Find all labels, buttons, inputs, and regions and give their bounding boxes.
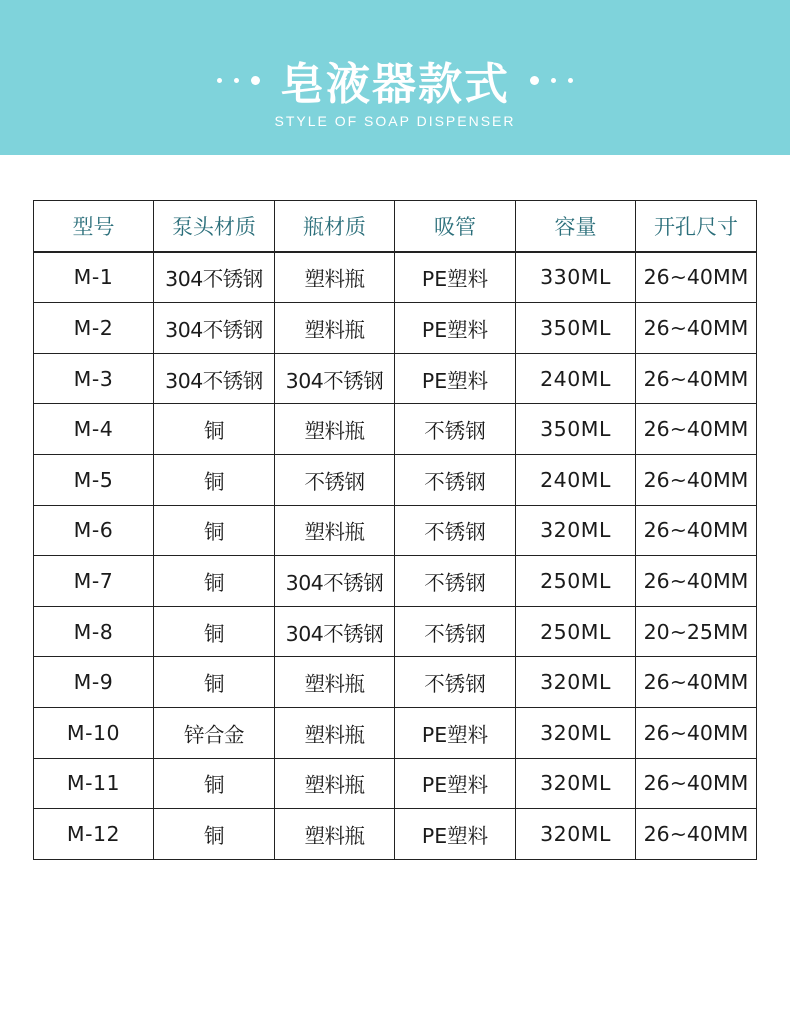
capacity-cell: 240ML	[516, 454, 636, 505]
model-cell: M-1	[34, 252, 154, 303]
bottle-material-cell: 塑料瓶	[275, 252, 395, 303]
table-row	[34, 606, 757, 657]
bottle-material-cell: 塑料瓶	[275, 404, 395, 455]
left-dots-decoration	[217, 76, 260, 85]
model-cell: M-7	[34, 556, 154, 607]
capacity-cell: 320ML	[516, 809, 636, 860]
page-title: 皂液器款式	[280, 59, 510, 110]
model-cell: M-4	[34, 404, 154, 455]
hole-size-cell: 20~25MM	[636, 606, 757, 657]
page-subtitle: STYLE OF SOAP DISPENSER	[274, 113, 516, 129]
capacity-cell: 320ML	[516, 707, 636, 758]
hole-size-cell: 26~40MM	[636, 707, 757, 758]
capacity-cell: 350ML	[516, 404, 636, 455]
bottle-material-cell: 塑料瓶	[275, 707, 395, 758]
header-banner	[0, 0, 790, 155]
tube-cell: 不锈钢	[395, 505, 516, 556]
table-row	[34, 454, 757, 505]
bottle-material-cell: 塑料瓶	[275, 657, 395, 708]
pump-material-cell: 铜	[154, 657, 275, 708]
model-cell: M-12	[34, 809, 154, 860]
model-cell: M-3	[34, 353, 154, 404]
table-row	[34, 657, 757, 708]
capacity-cell: 320ML	[516, 657, 636, 708]
hole-size-cell: 26~40MM	[636, 556, 757, 607]
tube-cell: PE塑料	[395, 353, 516, 404]
hole-size-cell: 26~40MM	[636, 505, 757, 556]
hole-size-cell: 26~40MM	[636, 353, 757, 404]
capacity-cell: 330ML	[516, 252, 636, 303]
column-header-capacity: 容量	[516, 201, 636, 252]
pump-material-cell: 铜	[154, 758, 275, 809]
pump-material-cell: 304不锈钢	[154, 303, 275, 354]
bottle-material-cell: 塑料瓶	[275, 303, 395, 354]
model-cell: M-11	[34, 758, 154, 809]
pump-material-cell: 铜	[154, 404, 275, 455]
tube-cell: PE塑料	[395, 252, 516, 303]
hole-size-cell: 26~40MM	[636, 758, 757, 809]
tube-cell: 不锈钢	[395, 606, 516, 657]
hole-size-cell: 26~40MM	[636, 303, 757, 354]
model-cell: M-2	[34, 303, 154, 354]
table-row	[34, 353, 757, 404]
pump-material-cell: 304不锈钢	[154, 353, 275, 404]
table-row	[34, 252, 757, 303]
hole-size-cell: 26~40MM	[636, 809, 757, 860]
tube-cell: PE塑料	[395, 303, 516, 354]
pump-material-cell: 铜	[154, 809, 275, 860]
table-header-row	[34, 201, 757, 252]
column-header-pump-material: 泵头材质	[154, 201, 275, 252]
table-row	[34, 556, 757, 607]
bottle-material-cell: 304不锈钢	[275, 556, 395, 607]
model-cell: M-6	[34, 505, 154, 556]
bottle-material-cell: 塑料瓶	[275, 809, 395, 860]
capacity-cell: 320ML	[516, 505, 636, 556]
tube-cell: 不锈钢	[395, 657, 516, 708]
table-row	[34, 303, 757, 354]
hole-size-cell: 26~40MM	[636, 657, 757, 708]
pump-material-cell: 锌合金	[154, 707, 275, 758]
capacity-cell: 350ML	[516, 303, 636, 354]
model-cell: M-5	[34, 454, 154, 505]
model-cell: M-8	[34, 606, 154, 657]
spec-table	[33, 200, 757, 860]
capacity-cell: 240ML	[516, 353, 636, 404]
bottle-material-cell: 不锈钢	[275, 454, 395, 505]
pump-material-cell: 铜	[154, 556, 275, 607]
table-row	[34, 505, 757, 556]
tube-cell: 不锈钢	[395, 404, 516, 455]
title-row	[0, 50, 790, 110]
capacity-cell: 320ML	[516, 758, 636, 809]
hole-size-cell: 26~40MM	[636, 454, 757, 505]
bottle-material-cell: 304不锈钢	[275, 606, 395, 657]
pump-material-cell: 304不锈钢	[154, 252, 275, 303]
pump-material-cell: 铜	[154, 454, 275, 505]
model-cell: M-9	[34, 657, 154, 708]
hole-size-cell: 26~40MM	[636, 252, 757, 303]
hole-size-cell: 26~40MM	[636, 404, 757, 455]
table-row	[34, 809, 757, 860]
pump-material-cell: 铜	[154, 606, 275, 657]
capacity-cell: 250ML	[516, 606, 636, 657]
right-dots-decoration	[530, 76, 573, 85]
tube-cell: PE塑料	[395, 758, 516, 809]
tube-cell: 不锈钢	[395, 454, 516, 505]
table-row	[34, 758, 757, 809]
pump-material-cell: 铜	[154, 505, 275, 556]
table-row	[34, 707, 757, 758]
bottle-material-cell: 塑料瓶	[275, 758, 395, 809]
column-header-model: 型号	[34, 201, 154, 252]
table-row	[34, 404, 757, 455]
capacity-cell: 250ML	[516, 556, 636, 607]
tube-cell: PE塑料	[395, 707, 516, 758]
bottle-material-cell: 塑料瓶	[275, 505, 395, 556]
column-header-bottle-material: 瓶材质	[275, 201, 395, 252]
column-header-hole-size: 开孔尺寸	[636, 201, 757, 252]
model-cell: M-10	[34, 707, 154, 758]
bottle-material-cell: 304不锈钢	[275, 353, 395, 404]
column-header-tube: 吸管	[395, 201, 516, 252]
tube-cell: PE塑料	[395, 809, 516, 860]
tube-cell: 不锈钢	[395, 556, 516, 607]
